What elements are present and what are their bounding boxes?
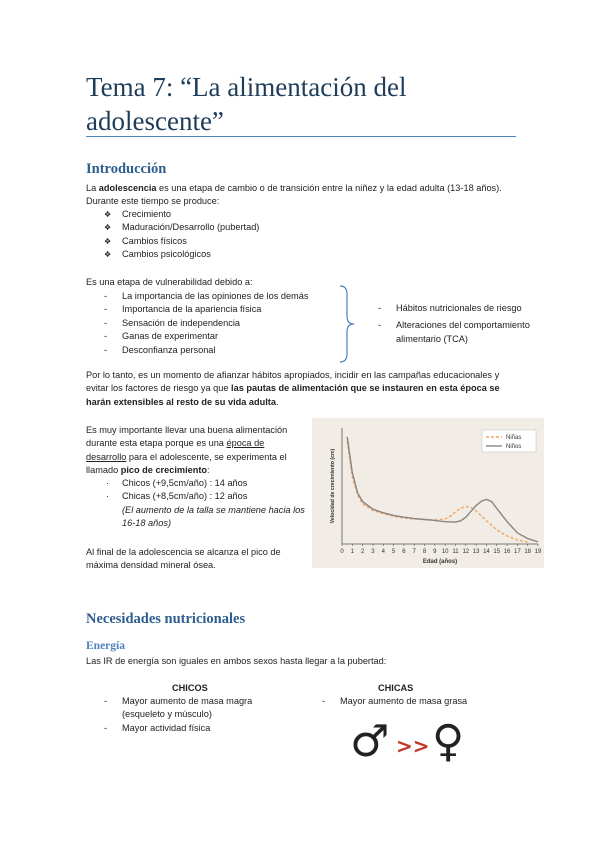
x-tick-label: 9 — [433, 549, 437, 555]
intro-heading: Introducción — [86, 161, 167, 177]
series-line-Niños — [347, 437, 538, 542]
x-tick-label: 1 — [350, 549, 354, 555]
nutrition-heading: Necesidades nutricionales — [86, 611, 246, 627]
list-item: - Mayor aumento de masa magra (esqueleto y músculo) — [104, 696, 253, 720]
x-tick-label: 11 — [452, 549, 459, 555]
growth-list — [86, 477, 308, 531]
list-item: - Hábitos nutricionales de riesgo — [378, 303, 522, 313]
diamond-bullet-icon: ❖ — [104, 210, 112, 219]
title-divider — [86, 136, 516, 137]
x-tick-label: 5 — [391, 549, 396, 555]
x-tick-label: 16 — [503, 549, 511, 555]
list-item: - Ganas de experimentar — [104, 331, 219, 342]
x-tick-label: 10 — [441, 549, 449, 555]
diamond-bullet-icon: ❖ — [104, 250, 112, 260]
growth-chart-svg — [312, 418, 544, 568]
page-title: Tema 7: “La alimentación del adolescente” — [86, 72, 407, 136]
intro-paragraph-4: Al final de la adolescencia se alcanza el pico de máxima densidad mineral ósea. — [86, 547, 281, 571]
risk-result-list — [360, 302, 560, 346]
boys-list — [86, 695, 296, 735]
diamond-bullet-icon: ❖ — [104, 223, 112, 233]
x-tick-label: 12 — [462, 549, 470, 555]
x-tick-label: 19 — [534, 549, 542, 555]
x-axis-label: Edad (años) — [422, 559, 458, 565]
list-item: - Desconfianza personal — [104, 344, 216, 355]
energy-text: Las IR de energía son iguales en ambos sexos hasta llegar a la pubertad: — [86, 656, 387, 666]
x-tick-label: 13 — [472, 549, 480, 555]
list-item: - La importancia de las opiniones de los demás — [104, 291, 309, 301]
girls-label: CHICAS — [378, 683, 414, 693]
vulnerability-intro: Es una etapa de vulnerabilidad debido a: — [86, 277, 253, 287]
growth-chart — [312, 418, 544, 568]
brace-icon — [338, 284, 358, 364]
list-item: - Alteraciones del comportamiento alimentario (TCA) — [378, 320, 530, 344]
boys-label: CHICOS — [172, 683, 208, 693]
list-item: - Mayor aumento de masa grasa — [322, 696, 468, 706]
intro-paragraph-1: La adolescencia es una etapa de cambio o de transición entre la niñez y la edad adulta (13-18 años). Durante este tiempo se produce: — [86, 183, 502, 207]
list-item: · Chicos (+9,5cm/año) : 14 años — [106, 478, 248, 488]
list-item: - Mayor actividad física — [104, 722, 211, 733]
x-tick-label: 8 — [422, 549, 427, 555]
energy-heading: Energía — [86, 640, 125, 652]
male-icon: ♂ — [350, 716, 390, 767]
list-item: - Sensación de independencia — [104, 317, 241, 328]
legend-label: Niños — [506, 444, 522, 450]
list-item: ❖ Cambios físicos — [86, 235, 386, 248]
x-tick-label: 3 — [371, 549, 375, 555]
legend-label: Niñas — [506, 435, 522, 441]
x-tick-label: 14 — [483, 549, 490, 555]
series-line-Niñas — [347, 441, 528, 542]
intro-paragraph-3: Es muy importante llevar una buena alimentación durante esta etapa porque es una época de desarrollo para el adolescente, se experimenta el llamado pico de crecimiento: — [86, 425, 288, 476]
x-tick-label: 4 — [381, 549, 385, 555]
girls-list — [304, 695, 514, 708]
list-item: ❖ Crecimiento — [86, 208, 386, 221]
list-item: - Importancia de la apariencia física — [104, 304, 262, 315]
vulnerability-list — [86, 290, 346, 357]
growth-note: (El aumento de la talla se mantiene hacia los 16-18 años) — [122, 504, 305, 529]
x-tick-label: 7 — [412, 549, 416, 555]
female-icon: ♀ — [432, 716, 465, 767]
produce-list — [86, 208, 386, 262]
greater-than-icon: >> — [396, 734, 430, 758]
gender-comparison — [350, 716, 470, 772]
x-tick-label: 18 — [524, 549, 532, 555]
x-tick-label: 6 — [402, 549, 406, 555]
x-tick-label: 2 — [360, 549, 365, 555]
intro-paragraph-2: Por lo tanto, es un momento de afianzar hábitos apropiados, incidir en las campañas educacionales y evitar los factores de riesgo ya que las pautas de alimentación que se instauren en esta época se harán extensibles al resto de su vida adulta. — [86, 370, 500, 407]
list-item: ❖ Cambios psicológicos — [86, 248, 386, 261]
list-item: · Chicas (+8,5cm/año) : 12 años — [106, 491, 248, 502]
list-item: ❖ Maduración/Desarrollo (pubertad) — [86, 221, 386, 234]
y-axis-label: Velocidad de crecimiento (cm) — [330, 448, 336, 524]
x-tick-label: 17 — [514, 549, 521, 555]
x-tick-label: 0 — [340, 549, 344, 555]
x-tick-label: 15 — [493, 549, 501, 555]
diamond-bullet-icon: ❖ — [104, 236, 112, 246]
